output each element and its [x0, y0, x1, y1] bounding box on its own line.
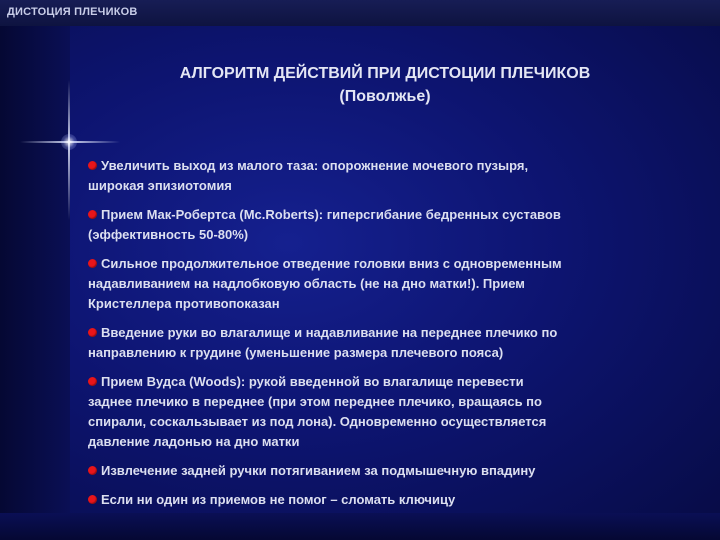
list-item-text: спирали, соскальзывает из под лона). Одновременно осуществляется: [88, 414, 547, 429]
list-item-line: [88, 490, 688, 510]
list-item-line: [88, 225, 688, 245]
list-item-text: давление ладонью на дно матки: [88, 434, 300, 449]
slide-title-line-2: (Поволжье): [339, 88, 431, 105]
list-item-text: Прием Мак-Робертса (Mc.Roberts): гиперсгибание бедренных суставов: [101, 207, 561, 222]
bullet-icon: [88, 210, 97, 219]
list-item-text: Сильное продолжительное отведение головки вниз с одновременным: [101, 256, 562, 271]
list-item: [88, 490, 688, 510]
bullet-icon: [88, 328, 97, 337]
list-item-line: [88, 205, 688, 225]
list-item-line: [88, 176, 688, 196]
list-item-text: заднее плечико в переднее (при этом переднее плечико, вращаясь по: [88, 394, 542, 409]
list-item-line: [88, 372, 688, 392]
list-item: [88, 323, 688, 363]
list-item: [88, 372, 688, 452]
list-item-text: Прием Вудса (Woods): рукой введенной во влагалище перевести: [101, 374, 524, 389]
bullet-icon: [88, 259, 97, 268]
list-item-line: [88, 461, 688, 481]
list-item-text: Если ни один из приемов не помог – сломать ключицу: [101, 492, 456, 507]
list-item-line: [88, 412, 688, 432]
list-item: [88, 205, 688, 245]
light-flare-vertical: [68, 80, 70, 220]
list-item-text: Введение руки во влагалище и надавливание на переднее плечико по: [101, 325, 558, 340]
list-item-line: [88, 274, 688, 294]
list-item-line: [88, 294, 688, 314]
list-item-text: Кристеллера противопоказан: [88, 296, 280, 311]
list-item-text: Увеличить выход из малого таза: опорожнение мочевого пузыря,: [101, 158, 529, 173]
list-item-text: Извлечение задней ручки потягиванием за подмышечную впадину: [101, 463, 536, 478]
list-item-line: [88, 392, 688, 412]
bullet-icon: [88, 495, 97, 504]
light-flare-glow: [61, 134, 77, 150]
bullet-icon: [88, 161, 97, 170]
list-item-line: [88, 432, 688, 452]
list-item-text: (эффективность 50-80%): [88, 227, 249, 242]
list-item: [88, 254, 688, 314]
header-title: ДИСТОЦИЯ ПЛЕЧИКОВ: [7, 6, 138, 18]
slide-title-line-1: АЛГОРИТМ ДЕЙСТВИЙ ПРИ ДИСТОЦИИ ПЛЕЧИКОВ: [179, 65, 591, 82]
list-item: [88, 156, 688, 196]
list-item-line: [88, 323, 688, 343]
list-item-line: [88, 156, 688, 176]
list-item-line: [88, 254, 688, 274]
bullet-list: [88, 156, 688, 510]
bullet-icon: [88, 377, 97, 386]
list-item-text: широкая эпизиотомия: [88, 178, 232, 193]
bullet-icon: [88, 466, 97, 475]
header-bar: [0, 0, 720, 26]
bottom-decor-strip: [0, 513, 720, 540]
left-decor-strip: [0, 26, 70, 540]
slide-title: [90, 62, 680, 108]
list-item: [88, 461, 688, 481]
list-item-text: направлению к грудине (уменьшение размера плечевого пояса): [88, 345, 504, 360]
list-item-line: [88, 343, 688, 363]
list-item-text: надавливанием на надлобковую область (не на дно матки!). Прием: [88, 276, 525, 291]
